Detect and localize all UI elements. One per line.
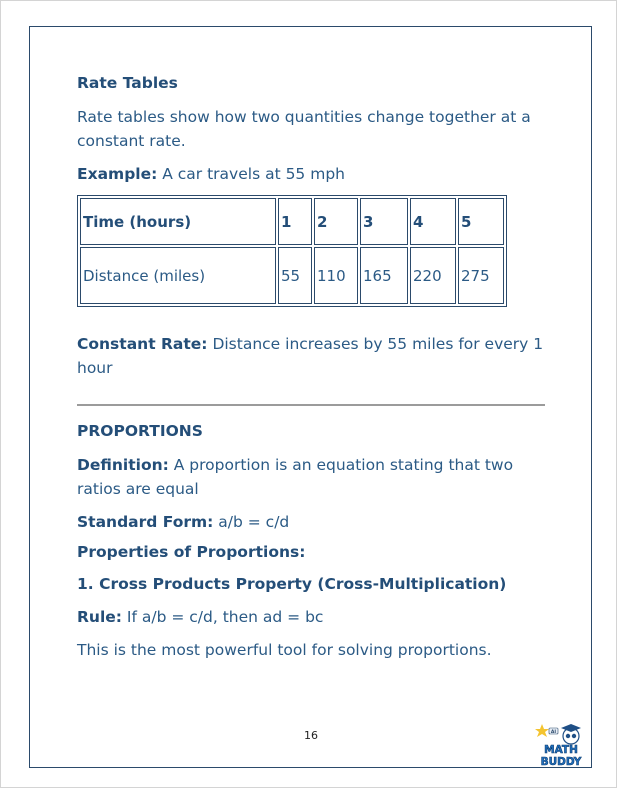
constant-rate-label: Constant Rate: — [77, 335, 208, 353]
rule-label: Rule: — [77, 608, 122, 626]
table-cell: 3 — [360, 198, 408, 245]
table-cell: 110 — [314, 247, 358, 304]
owl-eye-icon — [572, 734, 576, 738]
closing-line: This is the most powerful tool for solving proportions. — [77, 641, 492, 659]
cross-products-heading: 1. Cross Products Property (Cross-Multiplication) — [77, 575, 507, 593]
logo-text-buddy: BUDDY — [540, 756, 582, 767]
standard-form-line — [77, 510, 289, 534]
rate-tables-heading: Rate Tables — [77, 74, 178, 92]
table-cell: 55 — [278, 247, 312, 304]
example-line — [77, 162, 345, 186]
owl-eye-icon — [566, 734, 570, 738]
example-text: A car travels at 55 mph — [157, 165, 345, 183]
definition-text: A proportion is an equation stating that two ratios are equal — [77, 456, 514, 498]
math-buddy-logo — [533, 723, 589, 767]
table-cell: 2 — [314, 198, 358, 245]
table-row — [80, 247, 504, 304]
standard-form-label: Standard Form: — [77, 513, 214, 531]
page-number: 16 — [304, 729, 318, 742]
star-icon — [535, 724, 549, 737]
graduation-cap-icon — [561, 724, 581, 732]
rule-text: If a/b = c/d, then ad = bc — [122, 608, 324, 626]
rate-tables-intro: Rate tables show how two quantities change together at a constant rate. — [77, 108, 531, 150]
section-divider — [77, 404, 545, 406]
table-cell: 275 — [458, 247, 504, 304]
rate-table — [77, 195, 507, 307]
table-cell: 165 — [360, 247, 408, 304]
properties-heading: Properties of Proportions: — [77, 543, 306, 561]
definition-label: Definition: — [77, 456, 169, 474]
standard-form-text: a/b = c/d — [213, 513, 290, 531]
logo-badge-text: AI — [550, 730, 557, 735]
table-cell: 5 — [458, 198, 504, 245]
table-cell: 220 — [410, 247, 456, 304]
table-cell: 1 — [278, 198, 312, 245]
proportions-heading: PROPORTIONS — [77, 422, 203, 440]
definition-paragraph — [77, 453, 547, 501]
constant-rate-text: Distance increases by 55 miles for every 1 hour — [77, 335, 544, 377]
constant-rate-paragraph — [77, 332, 547, 380]
table-cell: 4 — [410, 198, 456, 245]
example-label: Example: — [77, 165, 158, 183]
table-header-row — [80, 198, 504, 245]
table-cell: Time (hours) — [80, 198, 276, 245]
table-cell: Distance (miles) — [80, 247, 276, 304]
rule-line — [77, 605, 323, 629]
logo-text-math: MATH — [544, 744, 578, 756]
